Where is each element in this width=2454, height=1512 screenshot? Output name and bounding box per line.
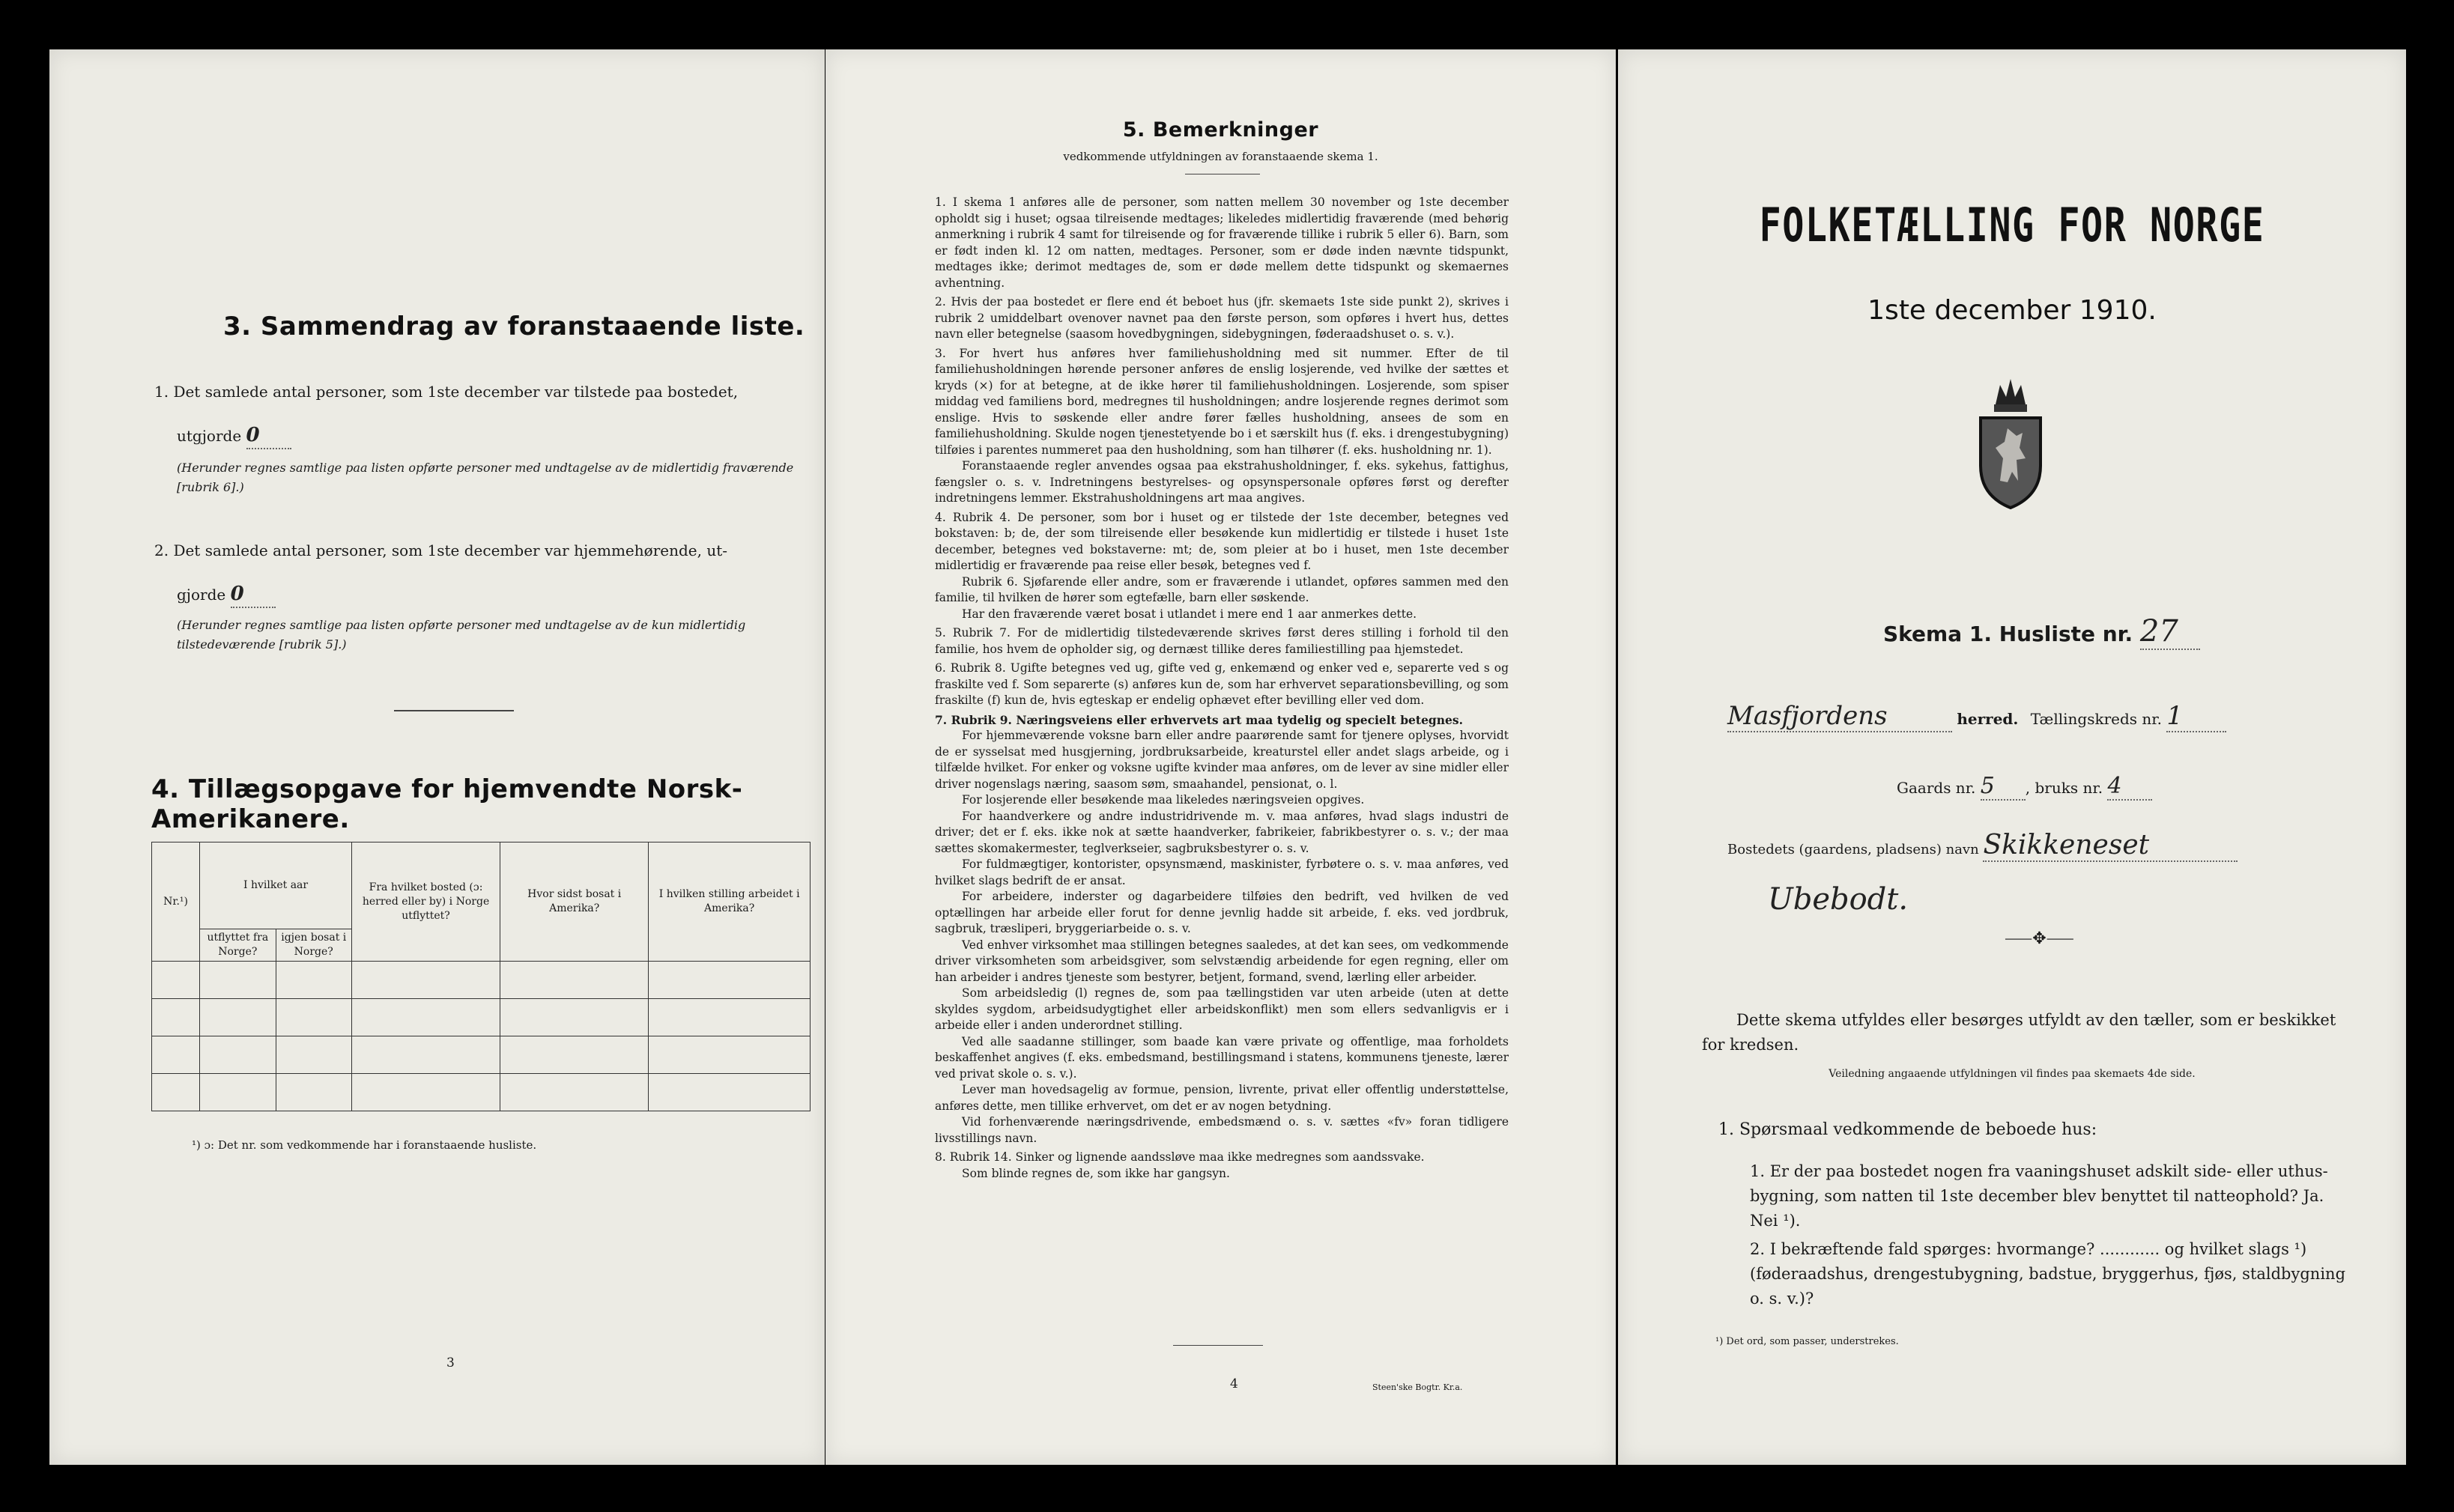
cover-footnote: ¹) Det ord, som passer, understrekes. <box>1715 1336 1899 1347</box>
q1-utgjorde-text: utgjorde <box>177 427 242 445</box>
notes-list <box>935 195 1509 1182</box>
table-row <box>152 962 811 999</box>
note-4c: Har den fraværende været bosat i utlandet i mere end 1 aar anmerkes dette. <box>962 607 1417 621</box>
note-7d: For haandverkere og andre industridrivende m. v. maa anføres, hvad slags industri de driver; det er f. eks. ikke nok at sætte haandverker, fabrikeier, fabrikbestyrer o. s. v.; der maa sættes skomakermester, teglverkseier, sagbruksbestyrer o. s. v. <box>935 809 1509 855</box>
bruks-value: 4 <box>2107 773 2152 801</box>
house-question-2: 2. I bekræftende fald spørges: hvormange? ............ og hvilket slags ¹) (føderaadshus, drengestubygning, badstue, bryggerhus, fjøs, staldbygning o. s. v.)? <box>1750 1240 2346 1308</box>
col-nr: Nr.¹) <box>152 842 200 962</box>
skema-label: Skema 1. Husliste nr. <box>1883 622 2133 646</box>
note-8: 8. Rubrik 14. Sinker og lignende aandssløve maa ikke medregnes som aandssvake. <box>935 1150 1425 1164</box>
q2-note: (Herunder regnes samtlige paa listen opførte personer med undtagelse av de kun midlertidig tilstedeværende [rubrik 5].) <box>177 618 746 652</box>
note-4b: Rubrik 6. Sjøfarende eller andre, som er fraværende i utlandet, opføres sammen med den familie, til hvilken de hører som egtefælle, barn eller søskende. <box>935 574 1509 604</box>
q2-utgjorde-text: gjorde <box>177 586 226 604</box>
col-hvor-sidst-bosat: Hvor sidst bosat i Amerika? <box>500 842 649 962</box>
section-3-title: 3. Sammendrag av foranstaaende liste. <box>223 312 805 341</box>
note-7j: Lever man hovedsagelig av formue, pension, livrente, privat eller offentlig understøttelse, anføres dette, men tillike erhvervet, om det er av nogen betydning. <box>935 1083 1509 1113</box>
note-7f: For arbeidere, inderster og dagarbeidere tilføies den bedrift, ved hvilken de ved optællingen har arbeide eller forut for denne jevnlig hadde sit arbeide, f. eks. ved jordbruk, sagbruk, træsliperi, bryggeriarbeide o. s. v. <box>935 890 1509 935</box>
bemerkninger-subtitle: vedkommende utfyldningen av foranstaaende skema 1. <box>1063 150 1378 163</box>
herred-line <box>1727 701 2402 732</box>
note-4: 4. Rubrik 4. De personer, som bor i huset og er tilstede der 1ste december, betegnes ved bokstaven: b; de, der som tilreisende eller besøkende kun midlertidig er tilstede i huset 1ste december, betegnes ved bokstaverne: mt; de, som pleier at bo i huset, men 1ste december midlertidig er fraværende paa reise eller besøk, betegnes ved f. <box>935 510 1509 572</box>
table-row <box>152 999 811 1036</box>
page-1-cover <box>1618 49 2406 1465</box>
bemerkninger-title: 5. Bemerkninger <box>1122 118 1319 142</box>
note-3: 3. For hvert hus anføres hver familiehusholdning med sit nummer. Efter de til familiehusholdningen hørende personer anføres de enslig losjerende, ved hvilke der sættes et kryds (×) for at betegne, at de ikke hører til familiehusholdningen. Losjerende, som spiser middag ved familiens bord, medregnes til husholdningen; andre losjerende regnes derimot som enslige. Hvis to søskende eller andre fører fælles husholdning, ansees de som en familiehusholdning. Skulde nogen tjenestetyende bo i et særskilt hus (f. eks. i drengestubygning) tilføies i parentes nummeret paa den husholdning, som han tilhører (f. eks. husholdning nr. 1). <box>935 346 1509 457</box>
page-4 <box>825 49 1616 1465</box>
husliste-nr-value: 27 <box>2140 614 2200 650</box>
gaards-label: Gaards nr. <box>1897 779 1976 797</box>
kreds-value: 1 <box>2166 701 2226 732</box>
summary-question-1: 1. Det samlede antal personer, som 1ste december var tilstede paa bostedet, <box>154 383 739 401</box>
note-5: 5. Rubrik 7. For de midlertidig tilstedeværende skrives først deres stilling i forhold til den familie, hos hvem de opholder sig, og dernæst tillike deres familiestilling paa hjemstedet. <box>935 626 1509 656</box>
instruction-text: Dette skema utfyldes eller besørges utfyldt av den tæller, som er beskikket for kredsen. <box>1702 1011 2336 1054</box>
kreds-label: Tællingskreds nr. <box>2030 710 2162 728</box>
note-7g: Ved enhver virksomhet maa stillingen betegnes saaledes, at det kan sees, om vedkommende driver virksomheten som arbeidsgiver, som selvstændig arbeidende for egen regning, eller om han arbeider i andres tjeneste som bestyrer, betjent, formand, svend, lærling eller arbeider. <box>935 938 1509 984</box>
bruks-label: bruks nr. <box>2035 779 2103 797</box>
bosted-line <box>1727 830 2238 862</box>
census-date: 1ste december 1910. <box>1867 295 2157 326</box>
col-utflyttet: utflyttet fra Norge? <box>200 929 276 962</box>
veiledning-text: Veiledning angaaende utfyldningen vil findes paa skemaets 4de side. <box>1829 1068 2196 1080</box>
section-4-title: 4. Tillægsopgave for hjemvendte Norsk-Amerikanere. <box>151 774 743 834</box>
table-row <box>152 1036 811 1074</box>
note-6: 6. Rubrik 8. Ugifte betegnes ved ug, gifte ved g, enkemænd og enker ved e, separerte ved s og fraskilte ved f. Som separerte (s) anføres kun de, som har erhvervet separationsbevilling, og som fraskilte (f) kun de, hvis egteskap er endelig ophævet efter bevilling eller ved dom. <box>935 661 1509 707</box>
col-fra-hvilket-bosted: Fra hvilket bosted (ɔ: herred eller by) i Norge utflyttet? <box>351 842 500 962</box>
gaards-bruks-line: Gaards nr. 5 , bruks nr. 4 <box>1897 773 2152 801</box>
herred-label: herred. <box>1957 710 2019 728</box>
table-footnote: ¹) ɔ: Det nr. som vedkommende har i foranstaaende husliste. <box>192 1138 537 1152</box>
q1-utgjorde-label <box>177 422 291 449</box>
note-7i: Ved alle saadanne stillinger, som baade kan være private og offentlige, maa forholdets beskaffenhet angives (f. eks. embedsmand, bestillingsmand i statens, kommunens tjeneste, lærer ved privat skole o. s. v.). <box>935 1034 1509 1081</box>
table-row <box>152 1074 811 1111</box>
question-header: 1. Spørsmaal vedkommende de beboede hus: <box>1718 1120 2097 1139</box>
herred-value: Masfjordens <box>1727 701 1952 732</box>
page-number-4: 4 <box>1230 1376 1238 1391</box>
census-title: FOLKETÆLLING FOR NORGE <box>1759 198 2265 252</box>
note-1: 1. I skema 1 anføres alle de personer, som natten mellem 30 november og 1ste december opholdt sig i huset; ogsaa tilreisende medtages; likeledes midlertidig fraværende (med behørig anmerkning i rubrik 4 samt for tilreisende og for fraværende tillike i rubrik 5 eller 6). Barn, som er født inden kl. 12 om natten, medtages. Personer, som er døde inden nævnte tidspunkt, medtages ikke; derimot medtages de, som er døde mellem dette tidspunkt og skemaernes avhentning. <box>935 195 1509 290</box>
q1-value: 0 <box>246 422 291 449</box>
note-7: 7. Rubrik 9. Næringsveiens eller erhvervets art maa tydelig og specielt betegnes. <box>935 712 1464 727</box>
note-7k: Vid forhenværende næringsdrivende, embedsmænd o. s. v. sættes «fv» foran tidligere livsstillings navn. <box>935 1115 1509 1145</box>
col-igjen-bosat: igjen bosat i Norge? <box>276 929 351 962</box>
q1-note: (Herunder regnes samtlige paa listen opførte personer med undtagelse av de midlertidig fraværende [rubrik 6].) <box>177 461 794 494</box>
house-question-1: 1. Er der paa bostedet nogen fra vaaningshuset adskilt side- eller uthus-bygning, som natten til 1ste december blev benyttet til natteophold? Ja. Nei ¹). <box>1750 1162 2328 1230</box>
coat-of-arms-icon <box>1973 376 2048 514</box>
bosted-value: Skikkeneset <box>1983 830 2238 862</box>
note-7h: Som arbeidsledig (l) regnes de, som paa tællingstiden var uten arbeide (uten at dette skyldes sygdom, arbeidsudygtighet eller arbeidskonflikt) men som ellers sedvanligvis er i arbeide eller i anden underordnet stilling. <box>935 986 1509 1032</box>
note-8b: Som blinde regnes de, som ikke har gangsyn. <box>962 1166 1230 1180</box>
col-i-hvilken-stilling: I hvilken stilling arbeidet i Amerika? <box>649 842 811 962</box>
q2-utgjorde-label <box>177 581 276 608</box>
note-7b: For hjemmeværende voksne barn eller andre paarørende samt for tjenere oplyses, hvorvidt de er sysselsat med husgjerning, jordbruksarbeide, kreaturstel eller andet slags arbeide, og i tilfælde hvilket. For enker og voksne ugifte kvinder maa anføres, om de lever av sine midler eller driver nogenslags næring, saasom søm, smaahandel, pensionat, o. l. <box>935 729 1509 791</box>
bosted-label: Bostedets (gaardens, pladsens) navn <box>1727 842 1979 857</box>
note-3b: Foranstaaende regler anvendes ogsaa paa ekstrahusholdninger, f. eks. sykehus, fattighus, fængsler o. s. v. Indretningens bestyrelses- og opsynspersonale opføres først og derefter indretningens lemmer. Ekstrahusholdningens art maa angives. <box>935 459 1509 505</box>
ornament-icon: ⸺✥⸺ <box>2005 929 2074 948</box>
end-rule <box>1173 1345 1263 1346</box>
q2-value: 0 <box>231 581 276 608</box>
summary-question-2: 2. Det samlede antal personer, som 1ste december var hjemmehørende, ut- <box>154 541 727 559</box>
bosted-value-2: Ubebodt. <box>1768 882 1909 917</box>
skema-husliste <box>1883 614 2200 650</box>
note-7c: For losjerende eller besøkende maa likeledes næringsveien opgives. <box>962 793 1365 807</box>
divider-rule <box>394 710 514 711</box>
note-7e: For fuldmægtiger, kontorister, opsynsmænd, maskinister, fyrbøtere o. s. v. maa anføres, ved hvilket slags bedrift de er ansat. <box>935 857 1509 887</box>
page-number-3: 3 <box>446 1355 455 1370</box>
note-2: 2. Hvis der paa bostedet er flere end ét beboet hus (jfr. skemaets 1ste side punkt 2), skrives i rubrik 2 umiddelbart ovenover navnet paa den første person, som opføres i hvert hus, dettes navn eller betegnelse (saasom hovedbygningen, sidebygningen, føderaadshuset o. s. v.). <box>935 295 1509 341</box>
col-i-hvilket-aar: I hvilket aar <box>200 842 352 929</box>
page-3 <box>49 49 825 1465</box>
gaards-value: 5 <box>1981 773 2026 801</box>
norsk-amerikanere-table <box>151 842 811 1111</box>
printer-mark: Steen'ske Bogtr. Kr.a. <box>1372 1382 1463 1392</box>
